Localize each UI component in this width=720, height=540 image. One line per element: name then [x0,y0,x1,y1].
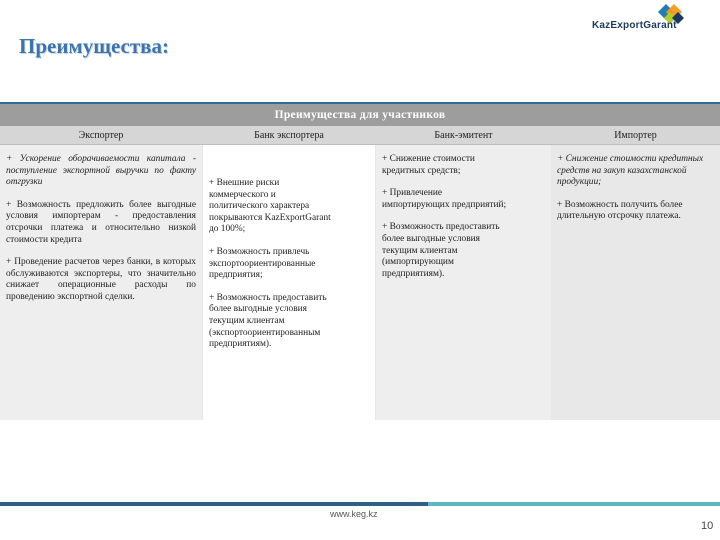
exporter-cell [0,145,202,420]
importer-advantage-2: + Возможность получить более длительную отсрочку платежа. [557,199,683,222]
column-header-issuing-bank: Банк-эмитент [434,129,493,141]
footer-divider [0,502,720,506]
column-header-exporter: Экспортер [78,129,124,141]
issuing-bank-advantage-2: + Привлечение импортирующих предприятий; [382,188,507,210]
page-number: 10 [701,520,714,532]
importer-cell [551,145,720,420]
table-body-row [0,145,720,420]
column-headers [0,126,720,145]
advantages-table [0,102,720,420]
slide-title: Преимущества: [19,34,170,58]
exporter-bank-advantage-1: + Внешние риски коммерческого и политического характера покрываются KazExportGarant до 100%; [209,178,331,235]
column-header-exporter-bank: Банк экспортера [254,129,324,141]
exporter-bank-cell [202,145,376,420]
issuing-bank-advantage-1: + Снижение стоимости кредитных средств; [382,154,475,176]
issuing-bank-advantage-3: + Возможность предоставить более выгодные условия текущим клиентам (импортирующим предприятиям). [382,222,500,279]
table-header: Преимущества для участников [0,102,720,126]
footer-url-link[interactable]: www.keg.kz [330,509,378,519]
exporter-advantage-2: + Возможность предложить более выгодные условия импортерам - предоставления отсрочки платежа и относительно низкой стоимости кредита [6,199,196,245]
exporter-advantage-3: + Проведение расчетов через банки, в которых обслуживаются экспортеры, что значительно снижает операционные расходы по проведению экспортной сделки. [6,257,196,302]
exporter-bank-advantage-3: + Возможность предоставить более выгодные условия текущим клиентам (экспортоориентированным предприятиям). [209,292,327,350]
exporter-advantage-1: + Ускорение оборачиваемости капитала - поступление экспортной выручки по факту отгрузки [6,154,196,188]
importer-advantage-1: + Снижение стоимости кредитных средств на закуп казахстанской продукции; [557,154,704,188]
column-header-importer: Импортер [614,129,657,141]
issuing-bank-cell [376,145,551,420]
exporter-bank-advantage-2: + Возможность привлечь экспортоориентированные предприятия; [209,246,316,281]
logo-text: KazExportGarant [592,20,677,31]
